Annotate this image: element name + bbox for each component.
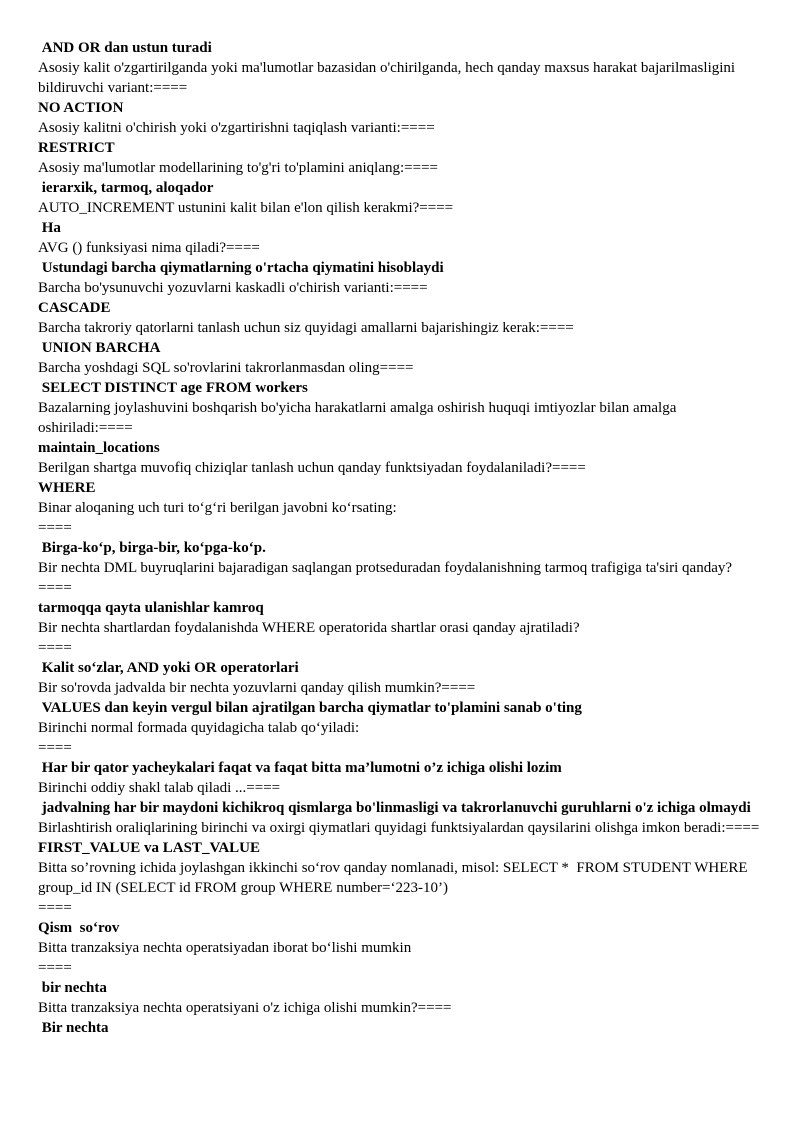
question-line: Barcha yoshdagi SQL so'rovlarini takrorlanmasdan oling==== bbox=[38, 360, 414, 376]
answer-line: SELECT DISTINCT age FROM workers bbox=[38, 380, 308, 396]
answer-line: Birga-ko‘p, birga-bir, ko‘pga-ko‘p. bbox=[38, 540, 266, 556]
answer-line: AND OR dan ustun turadi bbox=[38, 40, 212, 56]
question-line: Birlashtirish oraliqlarining birinchi va oxirgi qiymatlari quyidagi funktsiyalardan qaysilarini olishga imkon beradi:==== bbox=[38, 820, 760, 836]
question-line: Bir so'rovda jadvalda bir nechta yozuvlarni qanday qilish mumkin?==== bbox=[38, 680, 476, 696]
answer-line: tarmoqqa qayta ulanishlar kamroq bbox=[38, 600, 264, 616]
question-line: Asosiy kalit o'zgartirilganda yoki ma'lumotlar bazasidan o'chirilganda, hech qanday maxsus harakat bajarilmasligini bildiruvchi variant:==== bbox=[38, 60, 739, 96]
question-line: Barcha takroriy qatorlarni tanlash uchun siz quyidagi amallarni bajarishingiz kerak:==== bbox=[38, 320, 574, 336]
answer-line: Bir nechta bbox=[38, 1020, 109, 1036]
answer-line: jadvalning har bir maydoni kichikroq qismlarga bo'linmasligi va takrorlanuvchi guruhlarni o'z ichiga olmaydi bbox=[38, 800, 751, 816]
question-line: Berilgan shartga muvofiq chiziqlar tanlash uchun qanday funktsiyadan foydalaniladi?==== bbox=[38, 460, 586, 476]
question-line: Binar aloqaning uch turi to‘g‘ri berilgan javobni ko‘rsating: ==== bbox=[38, 500, 397, 536]
answer-line: Kalit so‘zlar, AND yoki OR operatorlari bbox=[38, 660, 299, 676]
question-line: Asosiy ma'lumotlar modellarining to'g'ri to'plamini aniqlang:==== bbox=[38, 160, 439, 176]
answer-line: FIRST_VALUE va LAST_VALUE bbox=[38, 840, 261, 856]
question-line: Barcha bo'ysunuvchi yozuvlarni kaskadli o'chirish varianti:==== bbox=[38, 280, 428, 296]
question-line: AVG () funksiyasi nima qiladi?==== bbox=[38, 240, 260, 256]
answer-line: Qism so‘rov bbox=[38, 920, 120, 936]
answer-line: NO ACTION bbox=[38, 100, 124, 116]
question-line: Bitta so’rovning ichida joylashgan ikkinchi so‘rov qanday nomlanadi, misol: SELECT * FROM STUDENT WHERE group_id IN (SELECT id FROM group WHERE number=‘223-10’) ==== bbox=[38, 860, 748, 916]
answer-line: VALUES dan keyin vergul bilan ajratilgan barcha qiymatlar to'plamini sanab o'ting bbox=[38, 700, 582, 716]
question-line: Bitta tranzaksiya nechta operatsiyani o'z ichiga olishi mumkin?==== bbox=[38, 1000, 452, 1016]
answer-line: Har bir qator yacheykalari faqat va faqat bitta ma’lumotni o’z ichiga olishi lozim bbox=[38, 760, 562, 776]
answer-line: UNION BARCHA bbox=[38, 340, 161, 356]
answer-line: RESTRICT bbox=[38, 140, 115, 156]
question-line: Bazalarning joylashuvini boshqarish bo'yicha harakatlarni amalga oshirish huquqi imtiyozlar bilan amalga oshiriladi:==== bbox=[38, 400, 681, 436]
question-line: AUTO_INCREMENT ustunini kalit bilan e'lon qilish kerakmi?==== bbox=[38, 200, 454, 216]
question-line: Bitta tranzaksiya nechta operatsiyadan iborat bo‘lishi mumkin ==== bbox=[38, 940, 412, 976]
question-line: Asosiy kalitni o'chirish yoki o'zgartirishni taqiqlash varianti:==== bbox=[38, 120, 435, 136]
answer-line: CASCADE bbox=[38, 300, 111, 316]
answer-line: WHERE bbox=[38, 480, 96, 496]
question-line: Bir nechta DML buyruqlarini bajaradigan saqlangan protseduradan foydalanishning tarmoq trafigiga ta'siri qanday?==== bbox=[38, 560, 733, 596]
question-line: Birinchi oddiy shakl talab qiladi ...==== bbox=[38, 780, 281, 796]
question-line: Birinchi normal formada quyidagicha talab qo‘yiladi: ==== bbox=[38, 720, 360, 756]
question-line: Bir nechta shartlardan foydalanishda WHERE operatorida shartlar orasi qanday ajratiladi? ==== bbox=[38, 620, 580, 656]
answer-line: Ha bbox=[38, 220, 61, 236]
answer-line: maintain_locations bbox=[38, 440, 160, 456]
answer-line: Ustundagi barcha qiymatlarning o'rtacha qiymatini hisoblaydi bbox=[38, 260, 444, 276]
answer-line: ierarxik, tarmoq, aloqador bbox=[38, 180, 214, 196]
answer-line: bir nechta bbox=[38, 980, 107, 996]
